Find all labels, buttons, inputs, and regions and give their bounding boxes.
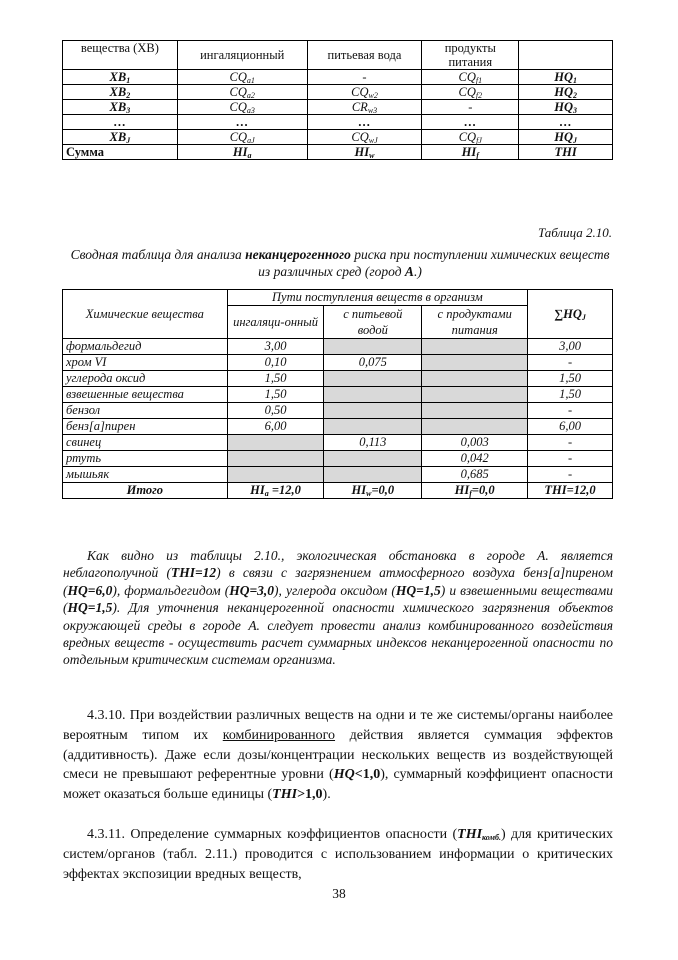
- substance-name: ртуть: [63, 451, 228, 467]
- table-cell: [324, 387, 422, 403]
- table-row: [63, 435, 613, 451]
- table-row: [63, 403, 613, 419]
- table-row: $ХВ_2$ $CQ_{a2}$ $CQ_{w2}$ $CQ_{f2}$ $HQ_2$: [63, 85, 613, 100]
- table-cell: [324, 419, 422, 435]
- noncarcinogenic-risk-table: [62, 289, 613, 499]
- table-cell: -: [528, 467, 613, 483]
- table-row: $ХВ_3$ $CQ_{a3}$ $CR_{w3}$ - $HQ_3$: [63, 100, 613, 115]
- table-sum-row: Сумма $HI_a$ $HI_w$ $HI_f$ THI: [63, 145, 613, 160]
- table-cell: [324, 403, 422, 419]
- substance-name: свинец: [63, 435, 228, 451]
- table-row: [63, 419, 613, 435]
- table-cell: 0,003: [422, 435, 528, 451]
- table-cell: -: [528, 403, 613, 419]
- table-row: $ХВ_J$ $CQ_{aJ}$ $CQ_{wJ}$ $CQ_{fJ}$ $HQ_J$: [63, 130, 613, 145]
- paragraph-4-3-11: 4.3.11. Определение суммарных коэффициентов опасности $(THI_{комб.})$ для критических систем/органов (табл. 2.11.) проводится с использованием информации о критических эффектах экспозиции вредных веществ,: [63, 827, 613, 882]
- t1-header-food: продукты питания: [422, 41, 519, 70]
- table-cell: [227, 435, 324, 451]
- table-cell: 0,10: [227, 355, 324, 371]
- table-cell: [324, 451, 422, 467]
- table-cell: 1,50: [227, 387, 324, 403]
- table-cell: 3,00: [227, 339, 324, 355]
- substance-name: бензол: [63, 403, 228, 419]
- table-row: [63, 355, 613, 371]
- table-cell: [324, 371, 422, 387]
- table-row: [63, 371, 613, 387]
- t2-header-inhalation: ингаляци-онный: [227, 306, 324, 339]
- page-number: 38: [332, 886, 346, 901]
- table-row: $ХВ_1$ $CQ_{a1}$ - $CQ_{f1}$ $HQ_1$: [63, 70, 613, 85]
- table-cell: [422, 339, 528, 355]
- table-cell: [422, 371, 528, 387]
- table-cell: 6,00: [227, 419, 324, 435]
- table-cell: -: [528, 435, 613, 451]
- table-cell: [324, 467, 422, 483]
- table-cell: [422, 419, 528, 435]
- substance-name: формальдегид: [63, 339, 228, 355]
- table-cell: 1,50: [528, 371, 613, 387]
- t1-header-inhalation: ингаляционный: [177, 41, 307, 70]
- summary-formula-table: [62, 40, 613, 160]
- table-cell: 0,113: [324, 435, 422, 451]
- substance-name: углерода оксид: [63, 371, 228, 387]
- t2-header-substances: Химические вещества: [63, 290, 228, 339]
- paragraph-4-3-10: 4.3.10. При воздействии различных веществ на одни и те же системы/органы наиболее вероятным типом их комбинированного действия является суммация эффектов (аддитивность). Даже если дозы/концентрации нескольких веществ из воздействующей смеси не превышают референтные уровни (HQ<1,0), суммарный коэффициент опасности может оказаться больше единицы (THI>1,0).: [63, 708, 613, 803]
- table-cell: 0,50: [227, 403, 324, 419]
- table-cell: 0,042: [422, 451, 528, 467]
- t2-header-sum: $\sum HQ_J$: [528, 290, 613, 339]
- table-cell: 1,50: [227, 371, 324, 387]
- table-row: [63, 387, 613, 403]
- table-cell: -: [528, 451, 613, 467]
- table-cell: -: [528, 355, 613, 371]
- table-row: [63, 467, 613, 483]
- table-total-row: Итого $HI_a =12,0$ $HI_w=0,0$ $HI_f=0,0$ THI=12,0: [63, 483, 613, 499]
- table-cell: [324, 339, 422, 355]
- table-cell: 0,075: [324, 355, 422, 371]
- substance-name: бенз[а]пирен: [63, 419, 228, 435]
- table-cell: [422, 387, 528, 403]
- t2-header-food: с продуктами питания: [422, 306, 528, 339]
- t1-header-substances: вещества (ХВ): [63, 41, 178, 70]
- substance-name: хром VI: [63, 355, 228, 371]
- table-cell: 0,685: [422, 467, 528, 483]
- substance-name: мышьяк: [63, 467, 228, 483]
- table-row: [63, 451, 613, 467]
- t2-header-paths: Пути поступления веществ в организм: [227, 290, 527, 306]
- table-cell: 6,00: [528, 419, 613, 435]
- table-cell: 3,00: [528, 339, 613, 355]
- table-cell: [422, 355, 528, 371]
- t1-header-water: питьевая вода: [307, 41, 422, 70]
- table-row: … … … … …: [63, 115, 613, 130]
- table-number: Таблица 2.10.: [537, 225, 612, 240]
- table-row: [63, 339, 613, 355]
- paragraph-conclusion: Как видно из таблицы 2.10., экологическая обстановка в городе А. является неблагополучной (ТНI=12) в связи с загрязнением атмосферного воздуха бенз[а]пиреном (HQ=6,0), формальдегидом (HQ=3,0), углерода оксидом (HQ=1,5) и взвешенными веществами (HQ=1,5). Для уточнения неканцерогенной опасности химического загрязнения объектов окружающей среды в городе А. следует провести анализ комбинированного воздействия вредных веществ - осуществить расчет суммарных индексов неканцерогенной опасности по отдельным критическим системам организма.: [63, 548, 613, 668]
- table-cell: [422, 403, 528, 419]
- table-cell: [227, 467, 324, 483]
- table-cell: 1,50: [528, 387, 613, 403]
- substance-name: взвешенные вещества: [63, 387, 228, 403]
- table-caption: Сводная таблица для анализа неканцерогенного риска при поступлении химических веществ из различных сред (город А.): [70, 247, 610, 279]
- table-cell: [227, 451, 324, 467]
- t2-header-water: с питьевой водой: [324, 306, 422, 339]
- t1-header-total: [519, 41, 613, 70]
